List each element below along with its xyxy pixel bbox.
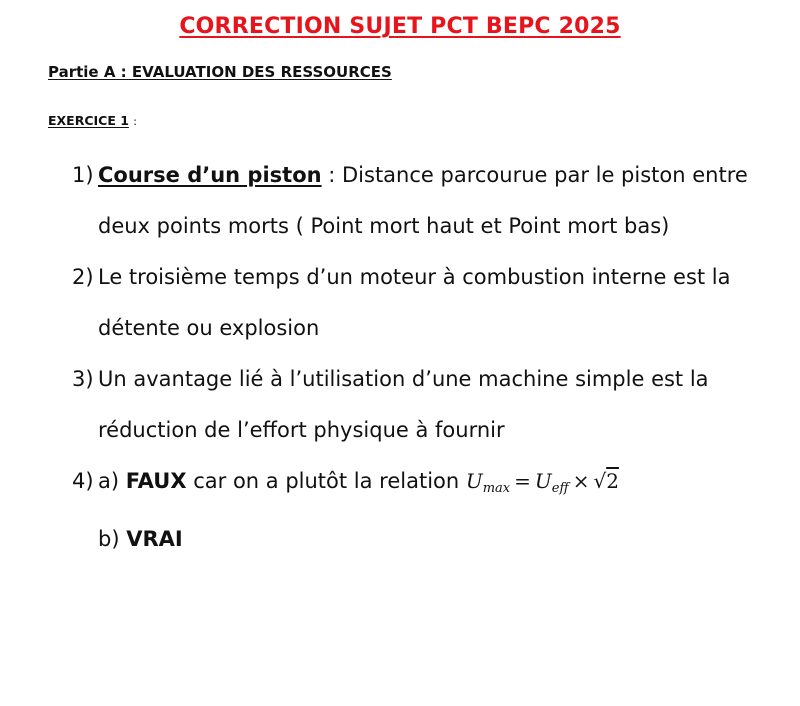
formula-lhs-symbol: U [465, 469, 483, 493]
answer-4b-label: b) [98, 527, 127, 551]
answer-4b [72, 514, 762, 565]
answer-1 [72, 150, 762, 252]
part-heading: Partie A : EVALUATION DES RESSOURCES [48, 63, 392, 81]
answer-3-text: Un avantage lié à l’utilisation d’une machine simple est la réduction de l’effort physique à fournir [98, 367, 709, 442]
answer-4-number: 4) [72, 469, 94, 493]
answer-2-text: Le troisième temps d’un moteur à combustion interne est la détente ou explosion [98, 265, 731, 340]
sqrt-sign: √ [593, 469, 607, 493]
answer-1-body [98, 150, 762, 252]
answer-2 [72, 252, 762, 354]
answer-4a-label: a) [98, 469, 126, 493]
answer-1-term: Course d’un piston [98, 163, 322, 187]
formula-rhs-symbol: U [534, 469, 552, 493]
answer-2-number: 2) [72, 265, 94, 289]
exercise-heading-label: EXERCICE 1 [48, 113, 129, 128]
formula-lhs-sub: max [482, 481, 511, 496]
answer-list [72, 150, 762, 565]
answer-4a-verdict: FAUX [125, 469, 187, 493]
answer-1-number: 1) [72, 163, 94, 187]
answer-4b-verdict: VRAI [126, 527, 183, 551]
answer-1-text: : Distance parcourue par le piston entre deux points morts ( Point mort haut et Point mort bas) [98, 163, 748, 238]
formula-radicand: 2 [606, 469, 619, 493]
exercise-heading-colon: : [133, 115, 138, 128]
formula-rhs-sub: eff [551, 481, 569, 496]
answer-3 [72, 354, 762, 456]
voltage-formula [465, 469, 619, 496]
document-title: CORRECTION SUJET PCT BEPC 2025 [179, 14, 621, 39]
formula-equals: = [514, 469, 531, 493]
answer-4a [98, 456, 762, 514]
answer-4 [72, 456, 762, 514]
answer-4a-text: car on a plutôt la relation [186, 469, 466, 493]
answer-4b-body [98, 514, 762, 565]
formula-times: × [572, 469, 590, 493]
formula-sqrt [593, 469, 618, 493]
exercise-heading [48, 113, 137, 128]
answer-3-number: 3) [72, 367, 94, 391]
